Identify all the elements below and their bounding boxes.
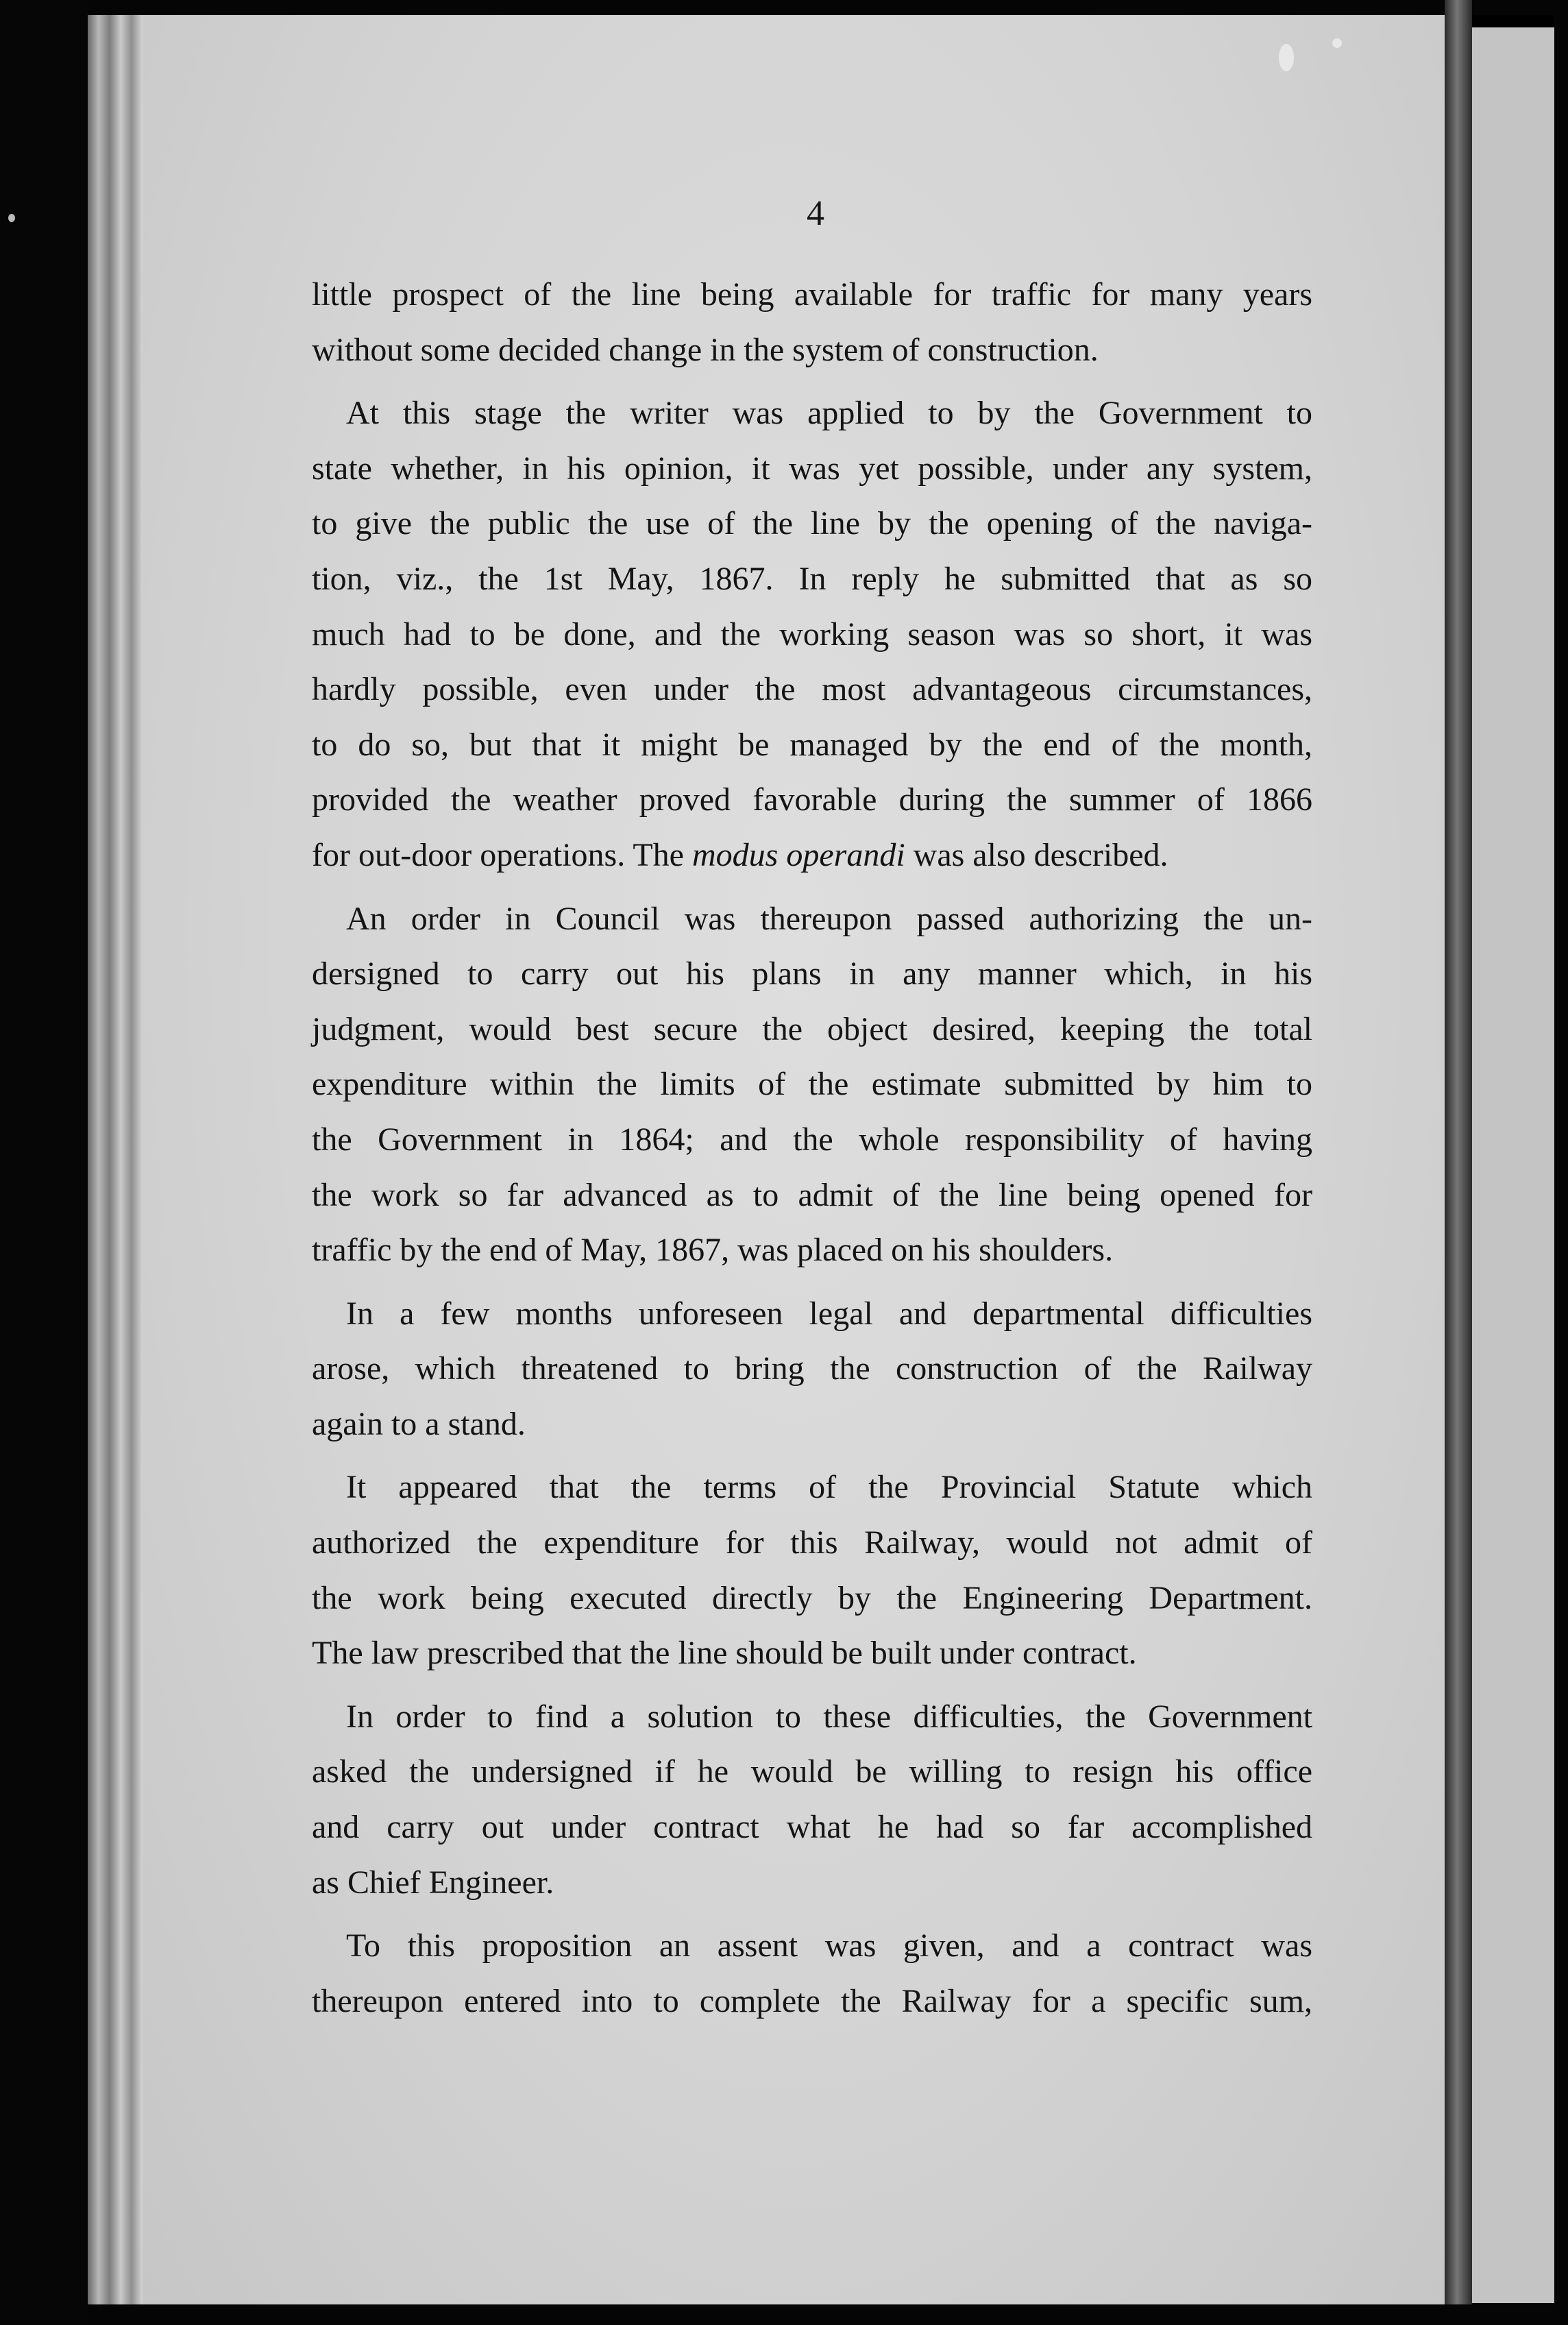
text-line: judgment, would best secure the object desired, keeping the total xyxy=(312,1010,1312,1047)
text-line: asked the undersigned if he would be willing to resign his office xyxy=(312,1753,1312,1790)
facing-page-edge xyxy=(1472,27,1554,2303)
text-line: At this stage the writer was applied to by the Government to xyxy=(346,395,1312,432)
text-line: the Government in 1864; and the whole responsibility of having xyxy=(312,1121,1312,1158)
text-segment: for out-door operations. The xyxy=(312,836,692,873)
scan-left-margin xyxy=(0,0,88,2325)
text-line: hardly possible, even under the most advantageous circumstances, xyxy=(312,671,1312,708)
text-line: In order to find a solution to these difficulties, the Government xyxy=(346,1698,1312,1735)
text-line: An order in Council was thereupon passed authorizing the un- xyxy=(346,900,1312,937)
text-line: the work so far advanced as to admit of the line being opened for xyxy=(312,1176,1312,1213)
text-line: In a few months unforeseen legal and departmental difficulties xyxy=(346,1295,1312,1332)
book-binding-edge xyxy=(88,0,143,2325)
text-line: To this proposition an assent was given, and a contract was xyxy=(346,1927,1312,1964)
text-line: the work being executed directly by the Engineering Department. xyxy=(312,1579,1312,1616)
text-segment: was also described. xyxy=(905,836,1168,873)
page-number: 4 xyxy=(807,194,824,233)
text-line: traffic by the end of May, 1867, was placed on his shoulders. xyxy=(312,1232,1114,1269)
text-line: to do so, but that it might be managed by the end of the month, xyxy=(312,726,1312,763)
body-text xyxy=(312,267,1312,2029)
text-line: little prospect of the line being available for traffic for many years xyxy=(312,276,1312,313)
text-line: It appeared that the terms of the Provincial Statute which xyxy=(346,1469,1312,1506)
text-line: as Chief Engineer. xyxy=(312,1864,554,1901)
scan-speck xyxy=(1332,38,1342,48)
scan-top-border xyxy=(88,0,1568,15)
text-line: expenditure within the limits of the estimate submitted by him to xyxy=(312,1066,1312,1103)
scan-speck xyxy=(8,214,15,222)
text-line: without some decided change in the system of construction. xyxy=(312,331,1099,368)
text-line: state whether, in his opinion, it was yet possible, under any system, xyxy=(312,450,1312,487)
scan-bottom-border xyxy=(88,2304,1568,2325)
scan-right-border xyxy=(1554,0,1568,2325)
text-line: dersigned to carry out his plans in any manner which, in his xyxy=(312,955,1312,993)
text-line: and carry out under contract what he had so far accomplished xyxy=(312,1809,1312,1846)
text-line: thereupon entered into to complete the Railway for a specific sum, xyxy=(312,1982,1312,2019)
italic-phrase: modus operandi xyxy=(691,836,905,873)
text-line: authorized the expenditure for this Railway, would not admit of xyxy=(312,1524,1312,1561)
scan-speck xyxy=(1279,44,1294,71)
page-gutter-right xyxy=(1445,0,1472,2325)
text-line xyxy=(312,828,1312,884)
text-line: tion, viz., the 1st May, 1867. In reply he submitted that as so xyxy=(312,560,1312,597)
text-line: provided the weather proved favorable during the summer of 1866 xyxy=(312,781,1312,818)
text-line: again to a stand. xyxy=(312,1405,526,1442)
text-line: arose, which threatened to bring the construction of the Railway xyxy=(312,1350,1312,1387)
text-line: The law prescribed that the line should be built under contract. xyxy=(312,1635,1137,1672)
text-line: to give the public the use of the line by the opening of the naviga- xyxy=(312,505,1312,542)
text-line: much had to be done, and the working season was so short, it was xyxy=(312,616,1312,653)
